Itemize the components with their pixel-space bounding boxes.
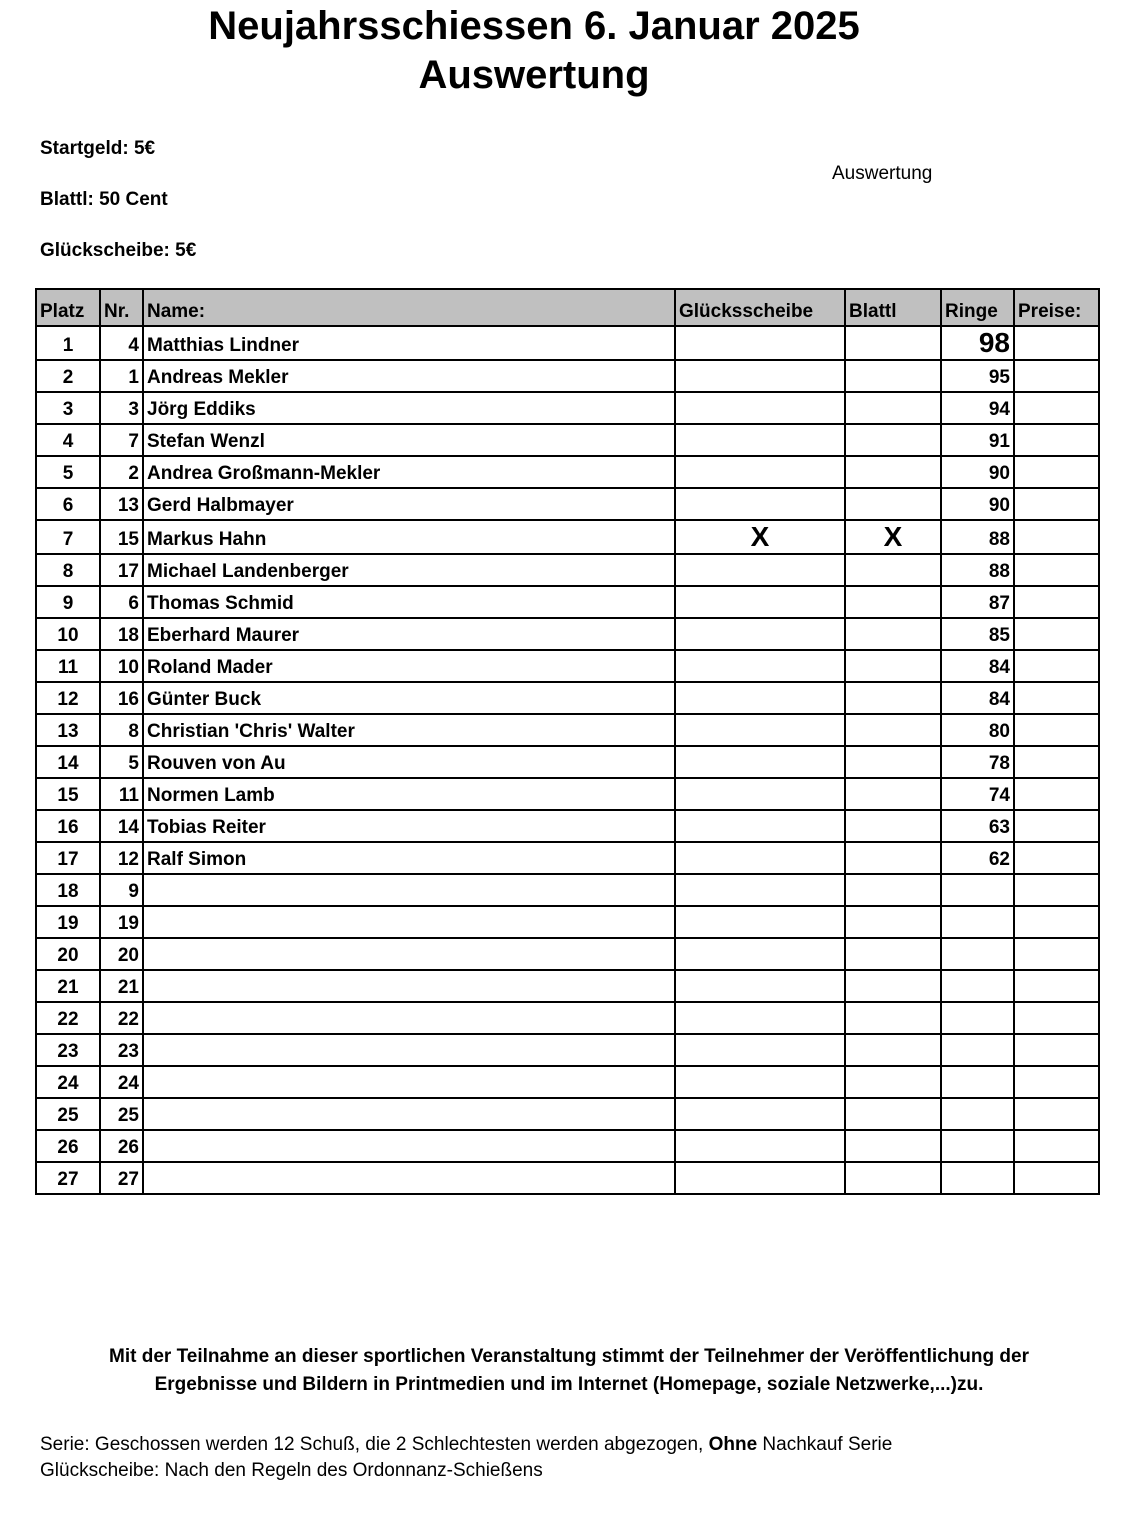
platz-cell: 7 (36, 520, 100, 554)
table-header-row (36, 289, 1099, 326)
gluecksscheibe-cell (675, 1130, 845, 1162)
gluecksscheibe-cell (675, 326, 845, 360)
platz-cell: 19 (36, 906, 100, 938)
table-row (36, 682, 1099, 714)
table-row (36, 906, 1099, 938)
table-row (36, 360, 1099, 392)
blattl-cell: X (845, 520, 941, 554)
ringe-cell: 84 (941, 682, 1014, 714)
name-cell (143, 906, 675, 938)
name-cell (143, 1034, 675, 1066)
gluecksscheibe-cell (675, 360, 845, 392)
ringe-cell: 98 (941, 326, 1014, 360)
name-cell: Andreas Mekler (143, 360, 675, 392)
header-blattl: Blattl (845, 289, 941, 326)
gluecksscheibe-cell (675, 1002, 845, 1034)
name-cell: Matthias Lindner (143, 326, 675, 360)
gluecksscheibe-cell (675, 842, 845, 874)
consent-line-1: Mit der Teilnahme an dieser sportlichen Veranstaltung stimmt der Teilnehmer der Veröffentlichung der (109, 1346, 1029, 1367)
gluecksscheibe-cell (675, 938, 845, 970)
nr-cell: 23 (100, 1034, 143, 1066)
glueckscheibe-info: Glückscheibe: 5€ (40, 240, 197, 261)
name-cell: Michael Landenberger (143, 554, 675, 586)
ringe-cell (941, 874, 1014, 906)
preise-cell (1014, 488, 1099, 520)
blattl-cell (845, 906, 941, 938)
nr-cell: 20 (100, 938, 143, 970)
name-cell: Markus Hahn (143, 520, 675, 554)
ringe-cell: 94 (941, 392, 1014, 424)
nr-cell: 17 (100, 554, 143, 586)
nr-cell: 6 (100, 586, 143, 618)
preise-cell (1014, 810, 1099, 842)
page-subtitle: Auswertung (418, 53, 650, 97)
ringe-cell: 95 (941, 360, 1014, 392)
blattl-cell (845, 842, 941, 874)
blattl-cell (845, 810, 941, 842)
ringe-cell: 74 (941, 778, 1014, 810)
gluecksscheibe-cell (675, 874, 845, 906)
preise-cell (1014, 938, 1099, 970)
gluecksscheibe-cell (675, 1098, 845, 1130)
table-row (36, 488, 1099, 520)
table-row (36, 778, 1099, 810)
platz-cell: 5 (36, 456, 100, 488)
header-name: Name: (143, 289, 675, 326)
gluecksscheibe-cell (675, 554, 845, 586)
platz-cell: 27 (36, 1162, 100, 1194)
platz-cell: 22 (36, 1002, 100, 1034)
table-row (36, 970, 1099, 1002)
blattl-cell (845, 970, 941, 1002)
gluecksscheibe-cell (675, 586, 845, 618)
preise-cell (1014, 326, 1099, 360)
gluecksscheibe-cell (675, 424, 845, 456)
ringe-cell: 78 (941, 746, 1014, 778)
blattl-cell (845, 488, 941, 520)
blattl-cell (845, 1002, 941, 1034)
name-cell (143, 970, 675, 1002)
blattl-cell (845, 1066, 941, 1098)
gluecksscheibe-cell (675, 650, 845, 682)
preise-cell (1014, 424, 1099, 456)
blattl-cell (845, 618, 941, 650)
ringe-cell (941, 970, 1014, 1002)
blattl-cell (845, 456, 941, 488)
name-cell: Eberhard Maurer (143, 618, 675, 650)
name-cell (143, 874, 675, 906)
serie-note-prefix: Serie: Geschossen werden 12 Schuß, die 2 Schlechtesten werden abgezogen, (40, 1434, 709, 1455)
name-cell: Günter Buck (143, 682, 675, 714)
platz-cell: 4 (36, 424, 100, 456)
preise-cell (1014, 778, 1099, 810)
gluecksscheibe-cell (675, 682, 845, 714)
gluecksscheibe-cell (675, 970, 845, 1002)
name-cell: Rouven von Au (143, 746, 675, 778)
blattl-cell (845, 778, 941, 810)
table-row (36, 938, 1099, 970)
nr-cell: 9 (100, 874, 143, 906)
gluecksscheibe-cell (675, 714, 845, 746)
startgeld-info: Startgeld: 5€ (40, 138, 156, 159)
name-cell: Tobias Reiter (143, 810, 675, 842)
name-cell: Thomas Schmid (143, 586, 675, 618)
blattl-cell (845, 682, 941, 714)
nr-cell: 13 (100, 488, 143, 520)
ringe-cell (941, 1162, 1014, 1194)
platz-cell: 14 (36, 746, 100, 778)
table-row (36, 842, 1099, 874)
preise-cell (1014, 714, 1099, 746)
platz-cell: 1 (36, 326, 100, 360)
platz-cell: 24 (36, 1066, 100, 1098)
platz-cell: 9 (36, 586, 100, 618)
nr-cell: 15 (100, 520, 143, 554)
blattl-cell (845, 586, 941, 618)
table-row (36, 1034, 1099, 1066)
platz-cell: 6 (36, 488, 100, 520)
gluecksscheibe-cell (675, 618, 845, 650)
platz-cell: 2 (36, 360, 100, 392)
ringe-cell (941, 938, 1014, 970)
preise-cell (1014, 874, 1099, 906)
blattl-info: Blattl: 50 Cent (40, 189, 168, 210)
blattl-cell (845, 1162, 941, 1194)
ringe-cell (941, 1002, 1014, 1034)
blattl-cell (845, 424, 941, 456)
name-cell (143, 1002, 675, 1034)
name-cell: Jörg Eddiks (143, 392, 675, 424)
ringe-cell: 90 (941, 488, 1014, 520)
gluecksscheibe-cell (675, 488, 845, 520)
preise-cell (1014, 586, 1099, 618)
table-row (36, 1098, 1099, 1130)
blattl-cell (845, 1098, 941, 1130)
nr-cell: 26 (100, 1130, 143, 1162)
name-cell (143, 1162, 675, 1194)
ringe-cell: 88 (941, 520, 1014, 554)
ringe-cell: 88 (941, 554, 1014, 586)
table-row (36, 714, 1099, 746)
nr-cell: 10 (100, 650, 143, 682)
blattl-cell (845, 746, 941, 778)
nr-cell: 24 (100, 1066, 143, 1098)
blattl-cell (845, 1130, 941, 1162)
gluecksscheibe-cell (675, 746, 845, 778)
blattl-cell (845, 938, 941, 970)
platz-cell: 10 (36, 618, 100, 650)
preise-cell (1014, 392, 1099, 424)
gluecksscheibe-cell (675, 1066, 845, 1098)
table-row (36, 1162, 1099, 1194)
name-cell: Ralf Simon (143, 842, 675, 874)
gluecksscheibe-cell (675, 456, 845, 488)
table-row (36, 1066, 1099, 1098)
header-platz: Platz (36, 289, 100, 326)
nr-cell: 5 (100, 746, 143, 778)
preise-cell (1014, 1162, 1099, 1194)
table-row (36, 392, 1099, 424)
preise-cell (1014, 1066, 1099, 1098)
consent-line-2: Ergebnisse und Bildern in Printmedien und im Internet (Homepage, soziale Netzwerke,...)zu. (154, 1374, 984, 1395)
platz-cell: 25 (36, 1098, 100, 1130)
preise-cell (1014, 618, 1099, 650)
platz-cell: 11 (36, 650, 100, 682)
name-cell (143, 1130, 675, 1162)
name-cell (143, 1098, 675, 1130)
table-row (36, 520, 1099, 554)
results-table (35, 288, 1100, 1195)
nr-cell: 19 (100, 906, 143, 938)
blattl-cell (845, 554, 941, 586)
ringe-cell (941, 1034, 1014, 1066)
nr-cell: 4 (100, 326, 143, 360)
preise-cell (1014, 682, 1099, 714)
preise-cell (1014, 456, 1099, 488)
platz-cell: 21 (36, 970, 100, 1002)
gluecksscheibe-cell (675, 1034, 845, 1066)
nr-cell: 7 (100, 424, 143, 456)
table-row (36, 1002, 1099, 1034)
platz-cell: 12 (36, 682, 100, 714)
name-cell (143, 1066, 675, 1098)
name-cell: Roland Mader (143, 650, 675, 682)
nr-cell: 2 (100, 456, 143, 488)
header-nr: Nr. (100, 289, 143, 326)
blattl-cell (845, 326, 941, 360)
nr-cell: 27 (100, 1162, 143, 1194)
preise-cell (1014, 360, 1099, 392)
ringe-cell: 90 (941, 456, 1014, 488)
preise-cell (1014, 554, 1099, 586)
header-preise: Preise: (1014, 289, 1099, 326)
ringe-cell (941, 1130, 1014, 1162)
nr-cell: 25 (100, 1098, 143, 1130)
blattl-cell (845, 874, 941, 906)
nr-cell: 12 (100, 842, 143, 874)
blattl-cell (845, 1034, 941, 1066)
ringe-cell: 62 (941, 842, 1014, 874)
table-row (36, 746, 1099, 778)
name-cell: Normen Lamb (143, 778, 675, 810)
serie-note (40, 1432, 892, 1458)
nr-cell: 21 (100, 970, 143, 1002)
header-gluecksscheibe: Glücksscheibe (675, 289, 845, 326)
name-cell (143, 938, 675, 970)
preise-cell (1014, 1098, 1099, 1130)
platz-cell: 17 (36, 842, 100, 874)
nr-cell: 14 (100, 810, 143, 842)
table-row (36, 554, 1099, 586)
ringe-cell (941, 1098, 1014, 1130)
auswertung-label: Auswertung (832, 163, 933, 184)
platz-cell: 3 (36, 392, 100, 424)
nr-cell: 18 (100, 618, 143, 650)
table-row (36, 874, 1099, 906)
ringe-cell (941, 1066, 1014, 1098)
preise-cell (1014, 746, 1099, 778)
header-ringe: Ringe (941, 289, 1014, 326)
nr-cell: 22 (100, 1002, 143, 1034)
nr-cell: 11 (100, 778, 143, 810)
ringe-cell: 80 (941, 714, 1014, 746)
table-row (36, 618, 1099, 650)
platz-cell: 18 (36, 874, 100, 906)
preise-cell (1014, 906, 1099, 938)
preise-cell (1014, 650, 1099, 682)
platz-cell: 23 (36, 1034, 100, 1066)
blattl-cell (845, 714, 941, 746)
blattl-cell (845, 360, 941, 392)
ringe-cell: 87 (941, 586, 1014, 618)
page-title: Neujahrsschiessen 6. Januar 2025 (208, 4, 860, 48)
nr-cell: 8 (100, 714, 143, 746)
table-row (36, 424, 1099, 456)
consent-notice (40, 1343, 1098, 1399)
platz-cell: 13 (36, 714, 100, 746)
glueckscheibe-note: Glückscheibe: Nach den Regeln des Ordonnanz-Schießens (40, 1460, 543, 1481)
ringe-cell: 91 (941, 424, 1014, 456)
preise-cell (1014, 520, 1099, 554)
serie-note-suffix: Nachkauf Serie (757, 1434, 893, 1455)
ringe-cell: 84 (941, 650, 1014, 682)
table-row (36, 1130, 1099, 1162)
preise-cell (1014, 1002, 1099, 1034)
platz-cell: 26 (36, 1130, 100, 1162)
table-row (36, 456, 1099, 488)
rules-notes (40, 1432, 892, 1484)
name-cell: Christian 'Chris' Walter (143, 714, 675, 746)
table-row (36, 326, 1099, 360)
blattl-cell (845, 392, 941, 424)
nr-cell: 1 (100, 360, 143, 392)
platz-cell: 16 (36, 810, 100, 842)
table-row (36, 650, 1099, 682)
gluecksscheibe-cell: X (675, 520, 845, 554)
table-row (36, 586, 1099, 618)
platz-cell: 15 (36, 778, 100, 810)
gluecksscheibe-cell (675, 1162, 845, 1194)
platz-cell: 20 (36, 938, 100, 970)
preise-cell (1014, 842, 1099, 874)
ringe-cell (941, 906, 1014, 938)
gluecksscheibe-cell (675, 778, 845, 810)
nr-cell: 16 (100, 682, 143, 714)
serie-note-bold: Ohne (708, 1434, 758, 1455)
gluecksscheibe-cell (675, 810, 845, 842)
name-cell: Andrea Großmann-Mekler (143, 456, 675, 488)
ringe-cell: 63 (941, 810, 1014, 842)
nr-cell: 3 (100, 392, 143, 424)
platz-cell: 8 (36, 554, 100, 586)
blattl-cell (845, 650, 941, 682)
gluecksscheibe-cell (675, 906, 845, 938)
name-cell: Stefan Wenzl (143, 424, 675, 456)
name-cell: Gerd Halbmayer (143, 488, 675, 520)
table-row (36, 810, 1099, 842)
preise-cell (1014, 1130, 1099, 1162)
preise-cell (1014, 1034, 1099, 1066)
gluecksscheibe-cell (675, 392, 845, 424)
preise-cell (1014, 970, 1099, 1002)
ringe-cell: 85 (941, 618, 1014, 650)
